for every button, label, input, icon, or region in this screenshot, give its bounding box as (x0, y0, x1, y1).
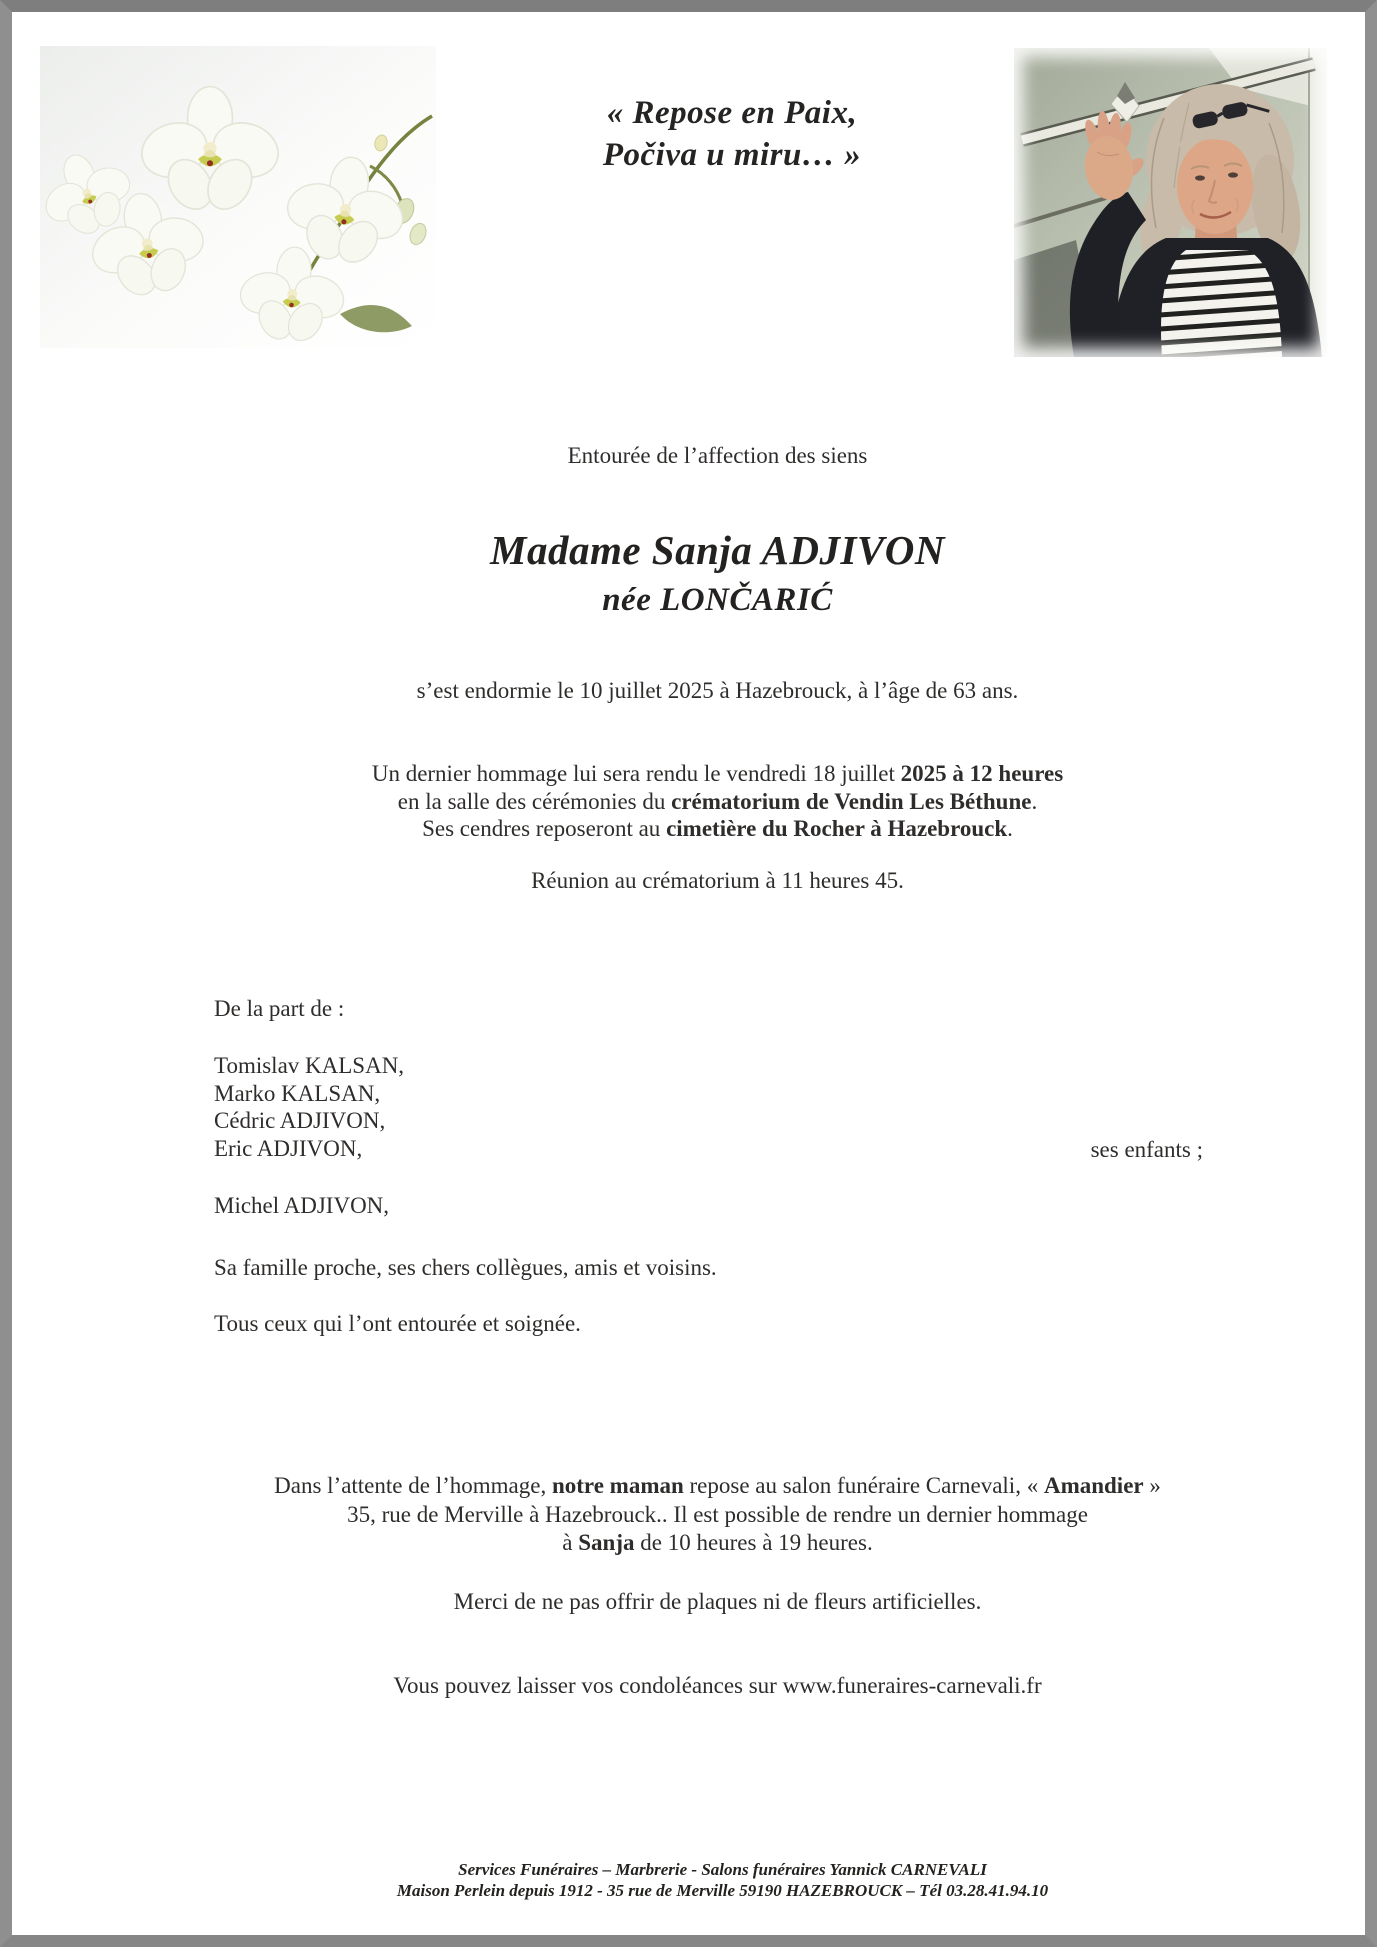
flowers-note: Merci de ne pas offrir de plaques ni de fleurs artificielles. (453, 1589, 982, 1614)
portrait-illustration (1014, 48, 1327, 357)
ceremony-line3-text: Ses cendres reposeront au (422, 816, 667, 841)
children-label: ses enfants ; (1090, 1137, 1203, 1162)
orchid-flowers-image (40, 46, 436, 348)
relatives-line: Sa famille proche, ses chers collègues, amis et voisins. (214, 1255, 717, 1280)
footer-line-2: Maison Perlein depuis 1912 - 35 rue de Merville 59190 HAZEBROUCK – Tél 03.28.41.94.10 (396, 1880, 1049, 1900)
ceremony-line-2 (82, 788, 1353, 816)
child-name: Cédric ADJIVON, (214, 1108, 386, 1133)
passing-line: s’est endormie le 10 juillet 2025 à Hazebrouck, à l’âge de 63 ans. (416, 678, 1019, 703)
vigil-line-2: 35, rue de Merville à Hazebrouck.. Il est possible de rendre un dernier hommage (347, 1501, 1088, 1527)
intro-line: Entourée de l’affection des siens (567, 443, 868, 468)
quote-block (442, 92, 1022, 176)
vigil-line3-c: de 10 heures à 19 heures. (634, 1530, 873, 1555)
funeral-home-footer (92, 1860, 1353, 1901)
condolences-line: Vous pouvez laisser vos condoléances sur www.funeraires-carnevali.fr (393, 1673, 1042, 1698)
vigil-line3-bold: Sanja (578, 1530, 635, 1555)
reunion-line: Réunion au crématorium à 11 heures 45. (531, 868, 904, 893)
vigil-line1-a: Dans l’attente de l’hommage, (274, 1473, 552, 1498)
ceremony-line1-text: Un dernier hommage lui sera rendu le vendredi 18 juillet (371, 761, 901, 786)
maiden-name: née LONČARIĆ (602, 582, 833, 618)
ceremony-line3-end: . (1007, 816, 1013, 841)
quote-line-1: « Repose en Paix, (606, 95, 858, 131)
ceremony-line3-bold: cimetière du Rocher à Hazebrouck (666, 816, 1008, 841)
face (1177, 138, 1253, 234)
ceremony-line-3 (82, 815, 1353, 843)
child-name: Eric ADJIVON, (214, 1135, 363, 1161)
child-name: Tomislav KALSAN, (214, 1053, 405, 1078)
ceremony-line-1 (82, 760, 1353, 788)
ceremony-line2-text: en la salle des cérémonies du (397, 788, 672, 814)
vigil-line3-a: à (562, 1530, 579, 1555)
vigil-line1-bold1: notre maman (551, 1473, 684, 1498)
portrait-photo (1014, 48, 1327, 357)
children-list (214, 1052, 404, 1162)
caregivers-line: Tous ceux qui l’ont entourée et soignée. (214, 1311, 581, 1336)
vigil-paragraph (82, 1472, 1353, 1558)
quote-line-2: Počiva u miru… » (602, 137, 862, 173)
spouse-name: Michel ADJIVON, (214, 1193, 390, 1218)
ceremony-line1-bold: 2025 à 12 heures (900, 761, 1064, 786)
footer-line-1: Services Funéraires – Marbrerie - Salons funéraires Yannick CARNEVALI (458, 1860, 987, 1879)
ceremony-line2-bold: crématorium de Vendin Les Béthune (671, 788, 1032, 814)
child-name: Marko KALSAN, (214, 1080, 381, 1106)
striped-shirt (1161, 250, 1282, 357)
ceremony-paragraph (82, 760, 1353, 843)
orchid-illustration (40, 46, 436, 348)
from-label: De la part de : (214, 996, 345, 1021)
ceremony-line2-end: . (1031, 788, 1038, 814)
deceased-name: Madame Sanja ADJIVON (490, 527, 945, 573)
vigil-line1-bold2: Amandier (1043, 1473, 1144, 1498)
vigil-line-1 (82, 1472, 1353, 1501)
vigil-line1-e: » (1143, 1473, 1161, 1498)
vigil-line-3 (82, 1529, 1353, 1558)
vigil-line1-c: repose au salon funéraire Carnevali, « (683, 1473, 1044, 1498)
